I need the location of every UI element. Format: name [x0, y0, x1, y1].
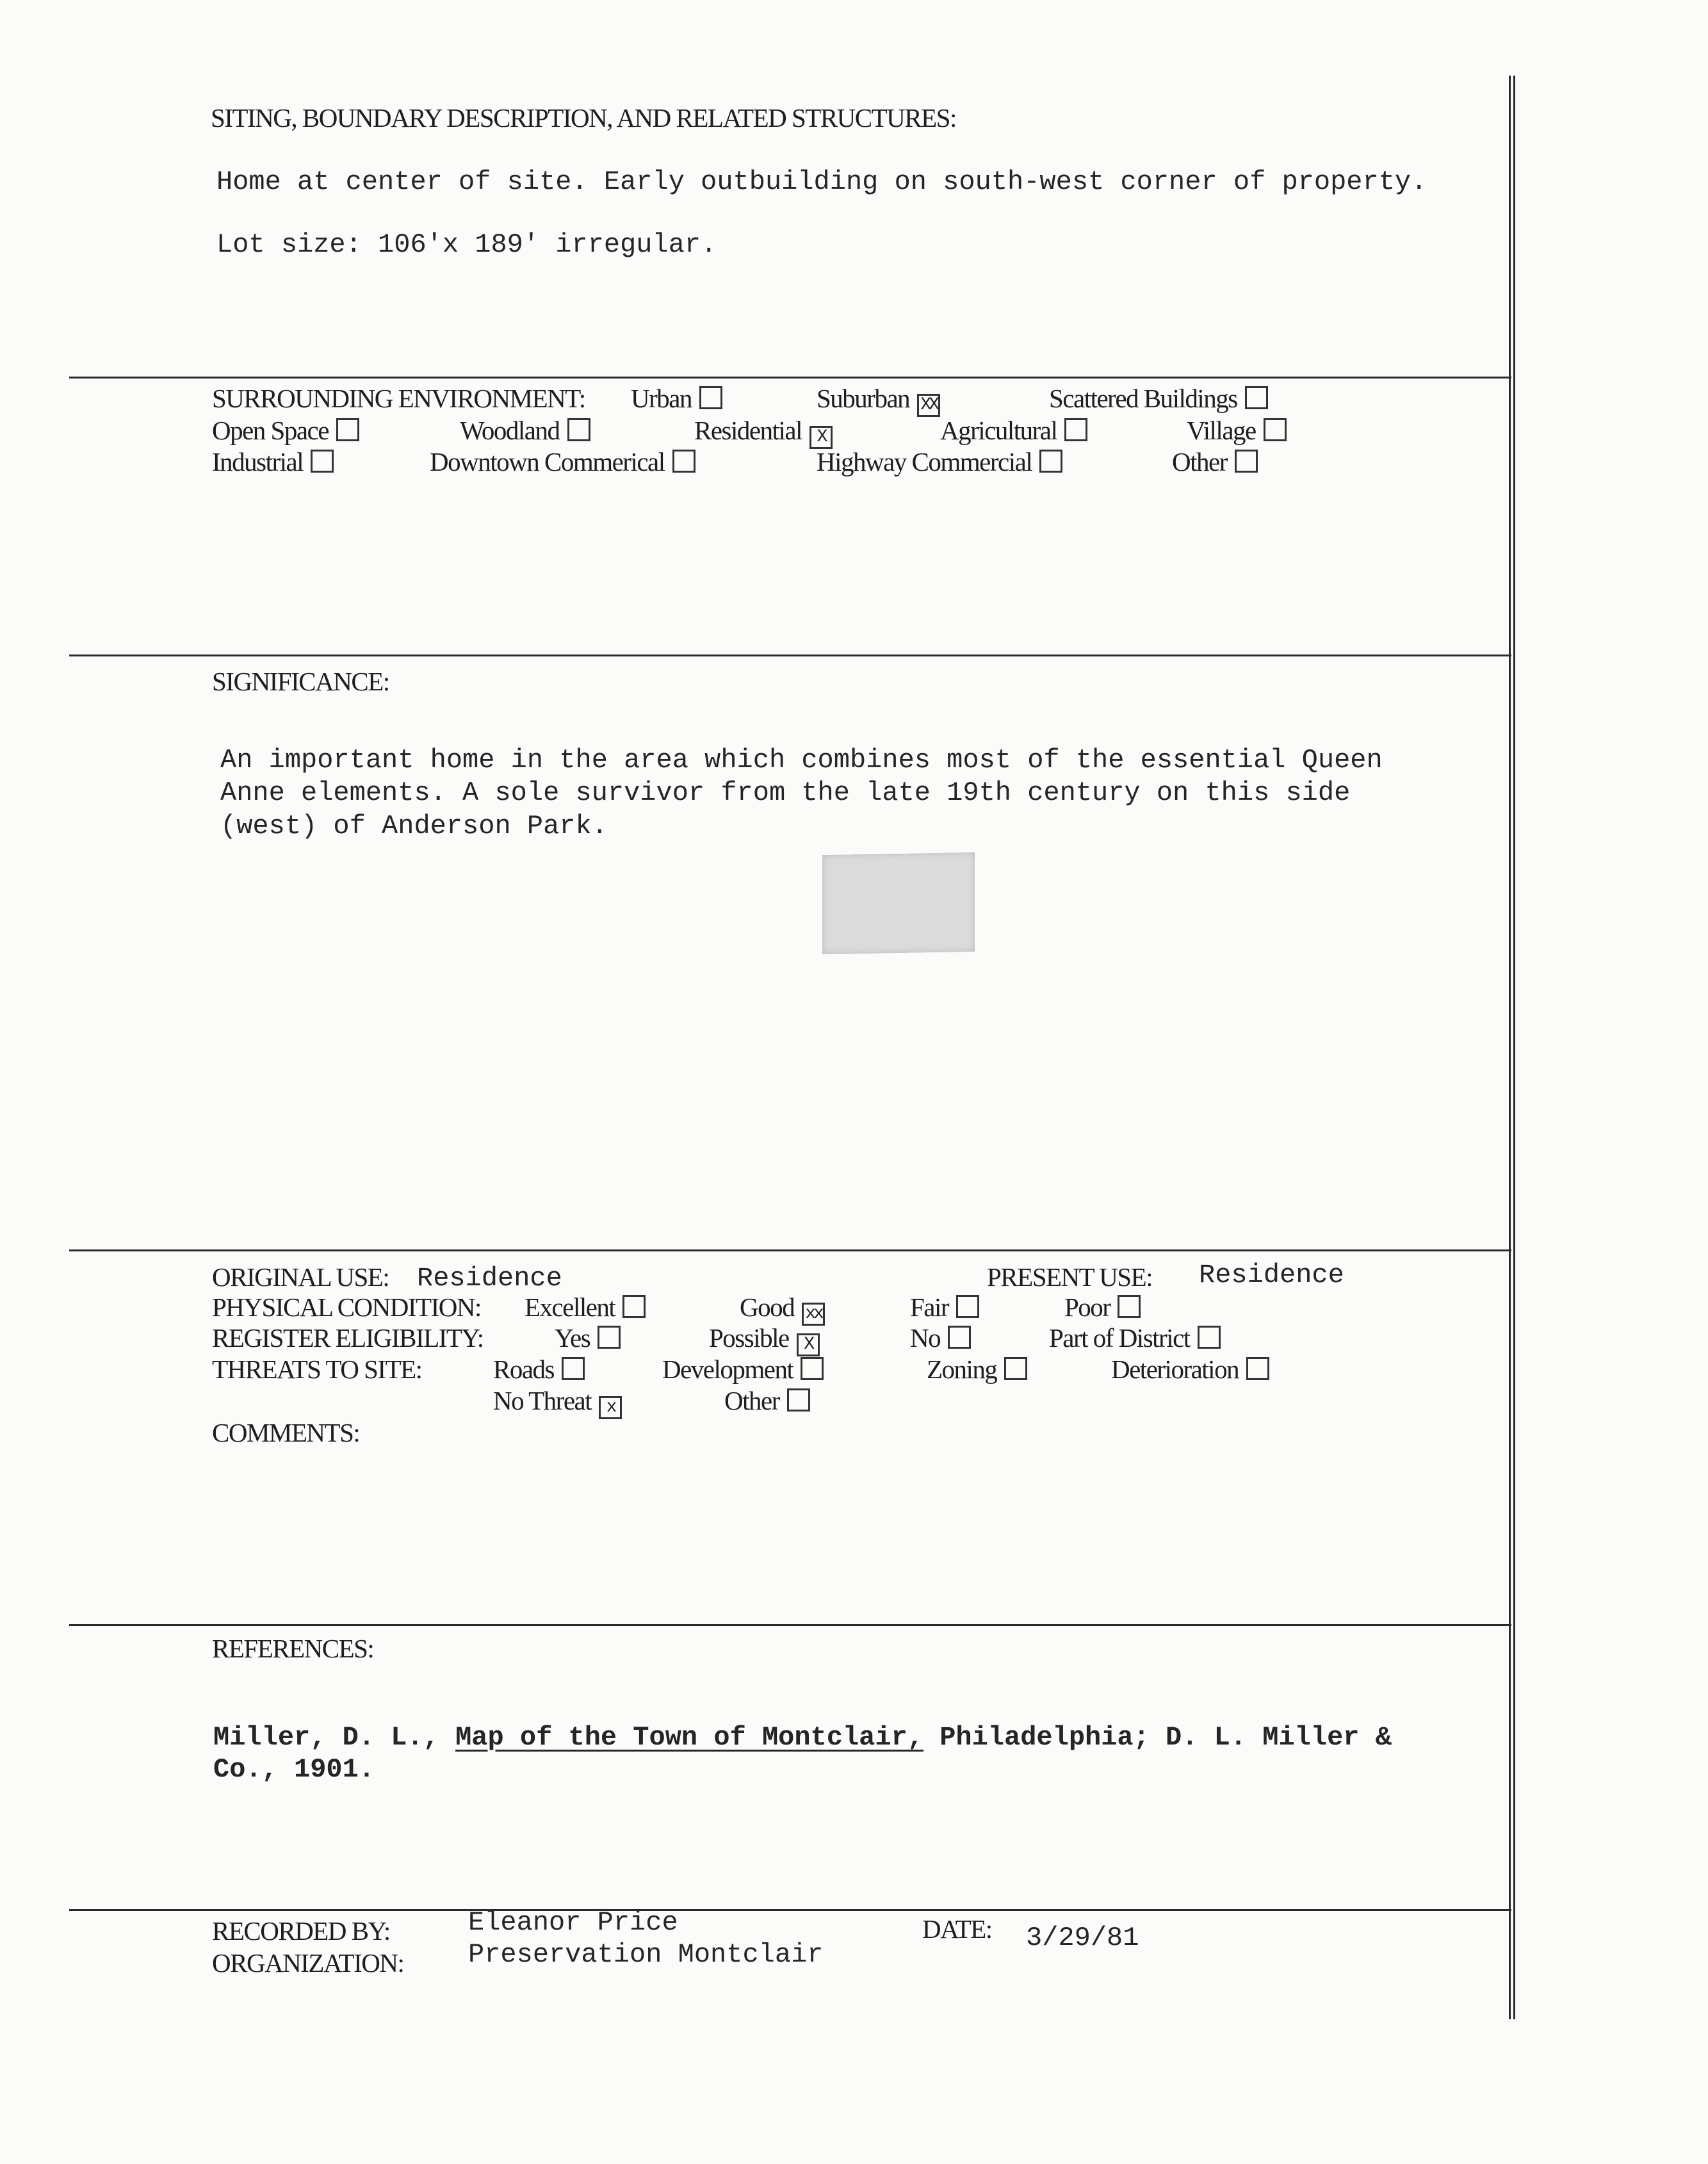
option-label: Possible [709, 1323, 789, 1353]
env-option-highway-commercial[interactable] [817, 446, 1062, 477]
recorded-by-label: RECORDED BY: [212, 1916, 390, 1946]
checkbox[interactable] [672, 450, 695, 473]
threat-zoning[interactable] [927, 1354, 1027, 1385]
option-label: Roads [493, 1355, 554, 1384]
lot-size: Lot size: 106'x 189' irregular. [216, 229, 717, 260]
checkbox[interactable] [622, 1295, 646, 1318]
option-label: Industrial [212, 447, 304, 476]
checkbox[interactable] [1235, 450, 1258, 473]
checkbox[interactable] [311, 450, 334, 473]
checkbox[interactable] [948, 1326, 971, 1349]
checkbox[interactable] [1245, 386, 1268, 409]
checkbox[interactable]: X [809, 426, 833, 449]
env-option-scattered-buildings[interactable] [1049, 383, 1268, 414]
references-heading: REFERENCES: [212, 1634, 374, 1663]
env-option-agricultural[interactable] [940, 415, 1087, 446]
eligibility-no[interactable] [910, 1322, 971, 1353]
section-divider [69, 1909, 1511, 1911]
date-label: DATE: [922, 1914, 992, 1944]
condition-fair[interactable] [910, 1292, 979, 1322]
condition-poor[interactable] [1064, 1292, 1141, 1322]
option-label: Woodland [460, 416, 560, 445]
present-use-value: Residence [1199, 1260, 1344, 1290]
checkbox[interactable] [567, 418, 590, 441]
section-divider [69, 1249, 1511, 1251]
significance-heading: SIGNIFICANCE: [212, 667, 389, 696]
checkbox[interactable] [1264, 418, 1287, 441]
present-use-label: PRESENT USE: [987, 1262, 1153, 1292]
env-option-downtown-commerical[interactable] [430, 446, 695, 477]
physical-condition-label: PHYSICAL CONDITION: [212, 1292, 481, 1322]
threat-development[interactable] [662, 1354, 824, 1385]
comments-label: COMMENTS: [212, 1418, 360, 1447]
option-label: Other [724, 1386, 779, 1415]
env-option-woodland[interactable] [460, 415, 590, 446]
option-label: Zoning [927, 1355, 997, 1384]
checkbox[interactable] [801, 1357, 824, 1380]
checkbox[interactable]: xx [802, 1303, 825, 1326]
option-label: Scattered Buildings [1049, 384, 1237, 413]
option-label: Downtown Commerical [430, 447, 665, 476]
siting-description: Home at center of site. Early outbuilding on south-west corner of property. [216, 167, 1427, 197]
attached-photo-placeholder [822, 852, 975, 954]
reference-citation-line2: Co., 1901. [213, 1754, 375, 1785]
option-label: Excellent [525, 1292, 615, 1322]
reference-title: Map of the Town of Montclair, [455, 1722, 923, 1753]
checkbox[interactable] [336, 418, 359, 441]
significance-line: (west) of Anderson Park. [220, 811, 608, 842]
option-label: Residential [694, 416, 802, 445]
checkbox[interactable] [956, 1295, 979, 1318]
checkbox[interactable]: X [797, 1333, 820, 1356]
option-label: No Threat [493, 1386, 592, 1415]
option-label: Urban [631, 384, 692, 413]
env-option-industrial[interactable] [212, 446, 334, 477]
option-label: Part of District [1049, 1323, 1190, 1353]
section-divider [69, 1624, 1511, 1626]
option-label: Good [740, 1292, 795, 1322]
significance-line: An important home in the area which combines most of the essential Queen [220, 745, 1383, 776]
original-use-value: Residence [417, 1263, 562, 1294]
checkbox[interactable] [1118, 1295, 1141, 1318]
checkbox[interactable] [1246, 1357, 1269, 1380]
register-eligibility-label: REGISTER ELIGIBILITY: [212, 1323, 484, 1353]
option-label: Highway Commercial [817, 447, 1032, 476]
env-option-open-space[interactable] [212, 415, 359, 446]
threat-other[interactable] [724, 1385, 810, 1416]
option-label: Fair [910, 1292, 949, 1322]
siting-heading: SITING, BOUNDARY DESCRIPTION, AND RELATED STRUCTURES: [211, 103, 956, 133]
checkbox[interactable]: x [599, 1396, 622, 1419]
original-use-label: ORIGINAL USE: [212, 1262, 389, 1292]
checkbox[interactable] [787, 1388, 810, 1411]
option-label: Yes [555, 1323, 590, 1353]
threat-roads[interactable] [493, 1354, 585, 1385]
option-label: Other [1172, 447, 1227, 476]
option-label: Village [1187, 416, 1256, 445]
right-border-line-inner [1513, 76, 1515, 2019]
checkbox[interactable] [1064, 418, 1087, 441]
right-border-line [1509, 76, 1511, 2019]
section-divider [69, 655, 1511, 656]
checkbox[interactable] [1198, 1326, 1221, 1349]
option-label: Poor [1064, 1292, 1110, 1322]
env-option-residential[interactable] [694, 415, 833, 449]
reference-citation [213, 1722, 1392, 1753]
checkbox[interactable]: XX [917, 394, 940, 417]
condition-good[interactable] [740, 1292, 825, 1326]
threats-label: THREATS TO SITE: [212, 1355, 422, 1384]
organization-value: Preservation Montclair [468, 1939, 824, 1970]
eligibility-yes[interactable] [555, 1322, 621, 1353]
environment-heading: SURROUNDING ENVIRONMENT: [212, 384, 585, 413]
threat-no-threat[interactable] [493, 1385, 622, 1419]
checkbox[interactable] [562, 1357, 585, 1380]
option-label: Development [662, 1355, 793, 1384]
option-label: No [910, 1323, 941, 1353]
env-option-urban[interactable] [631, 383, 722, 414]
date-value: 3/29/81 [1026, 1923, 1139, 1953]
env-option-village[interactable] [1187, 415, 1287, 446]
organization-label: ORGANIZATION: [212, 1948, 404, 1978]
significance-line: Anne elements. A sole survivor from the late 19th century on this side [220, 777, 1351, 808]
threat-deterioration[interactable] [1111, 1354, 1269, 1385]
option-label: Agricultural [940, 416, 1057, 445]
checkbox[interactable] [1039, 450, 1062, 473]
reference-publisher: Philadelphia; D. L. Miller & [923, 1722, 1392, 1753]
reference-author: Miller, D. L., [213, 1722, 456, 1753]
checkbox[interactable] [598, 1326, 621, 1349]
env-option-other[interactable] [1172, 446, 1258, 477]
checkbox[interactable] [699, 386, 722, 409]
eligibility-possible[interactable] [709, 1322, 820, 1356]
option-label: Suburban [817, 384, 910, 413]
condition-excellent[interactable] [525, 1292, 646, 1322]
option-label: Open Space [212, 416, 329, 445]
eligibility-part-of-district[interactable] [1049, 1322, 1221, 1353]
checkbox[interactable] [1004, 1357, 1027, 1380]
section-divider [69, 377, 1511, 378]
option-label: Deterioration [1111, 1355, 1239, 1384]
env-option-suburban[interactable] [817, 383, 940, 417]
recorded-by-value: Eleanor Price [468, 1907, 678, 1938]
